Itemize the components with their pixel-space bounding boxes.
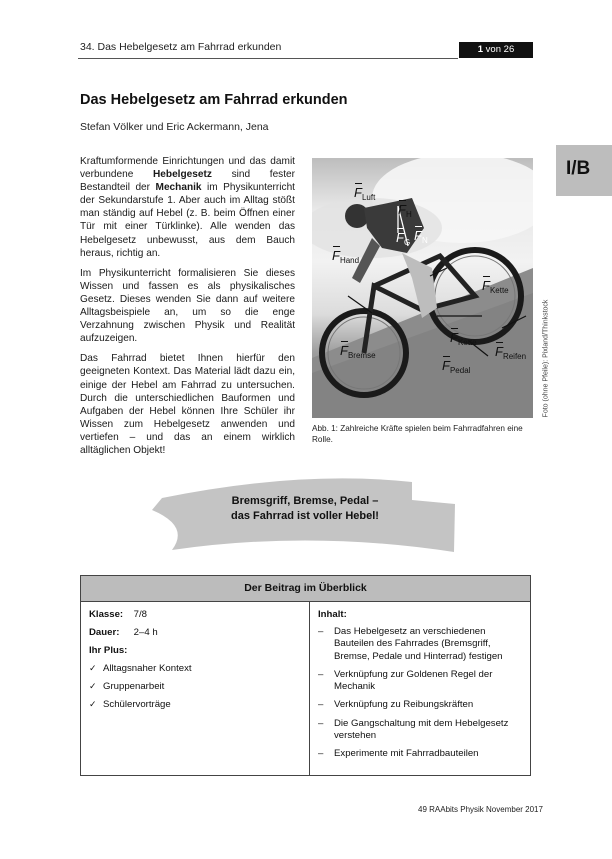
check-icon: ✓ (89, 681, 97, 691)
klasse-row: Klasse: 7/8 (89, 609, 148, 620)
page-title: Das Hebelgesetz am Fahrrad erkunden (80, 92, 348, 108)
force-label-g: $F_G$ (396, 230, 411, 247)
page-total: 26 (503, 44, 515, 55)
inhalt-item: – Verknüpfung zur Goldenen Regel der Mechanik (318, 668, 493, 693)
banner-text (150, 494, 460, 524)
force-label-luft: $F_{Luft}$ (354, 185, 376, 202)
inhalt-list (318, 626, 523, 761)
inhalt-item: – Das Hebelgesetz an verschiedenen Bauteilen des Fahrrades (Bremsgriff, Bremse, Pedale und Hinterrad) festigen (318, 626, 503, 662)
intro-paragraph-1: Kraftumformende Einrichtungen und das damit verbundene Hebelgesetz sind fester Bestandteil der Mechanik im Physikunterricht der Sekundarstufe 1. Aber auch im Alltag stößt man ständig auf Hebel (z. B. beim Öffnen einer Tür mit einer Türklinke). Alle wenden das Hebelgesetz unbewusst, aus dem Bauch heraus, richtig an. (80, 156, 296, 259)
dash-bullet-icon: – (318, 668, 324, 680)
overview-content (318, 609, 523, 767)
overview-meta (89, 609, 299, 717)
force-label-bremse: $F_{Bremse}$ (340, 343, 376, 360)
running-title: 34. Das Hebelgesetz am Fahrrad erkunden (80, 41, 282, 53)
overview-heading: Der Beitrag im Überblick (81, 576, 530, 602)
photo-credit: Foto (ohne Pfeile): Pixland/Thinkstock (542, 299, 550, 418)
section-tab (556, 145, 612, 196)
page-sep: von (483, 44, 504, 55)
inhalt-item: – Experimente mit Fahrradbauteilen (318, 748, 479, 760)
intro-text (80, 155, 295, 464)
page-footer: 49 RAAbits Physik November 2017 (418, 805, 543, 814)
force-label-hand: $F_{Hand}$ (332, 248, 360, 265)
figure-caption: Abb. 1: Zahlreiche Kräfte spielen beim Fahrradfahren eine Rolle. (312, 424, 523, 444)
dauer-row: Dauer: 2–4 h (89, 627, 158, 638)
force-label-pedal: $F_{Pedal}$ (442, 358, 471, 375)
bicycle-photo (312, 158, 533, 418)
force-label-reifen: $F_{Reifen}$ (495, 344, 527, 361)
banner-line-1: Bremsgriff, Bremse, Pedal – (231, 495, 379, 507)
check-icon: ✓ (89, 699, 97, 709)
plus-item: ✓ Alltagsnaher Kontext (89, 663, 192, 674)
dauer-value: 2–4 h (133, 627, 158, 638)
dash-bullet-icon: – (318, 626, 324, 637)
inhalt-item: – Verknüpfung zu Reibungskräften (318, 699, 474, 711)
banner-line-2: das Fahrrad ist voller Hebel! (231, 510, 379, 522)
check-icon: ✓ (89, 663, 97, 673)
header-rule (78, 58, 458, 59)
plus-item: ✓ Gruppenarbeit (89, 681, 165, 692)
dash-bullet-icon: – (318, 717, 324, 729)
page-indicator (459, 42, 533, 58)
dash-bullet-icon: – (318, 699, 324, 711)
force-label-h: $F_H$ (398, 202, 412, 219)
plus-label: Ihr Plus: (89, 645, 128, 656)
intro-paragraph-3: Das Fahrrad bietet Ihnen hierfür den geeigneten Kontext. Das Material lädt dazu ein, einige der Hebel am Fahrrad zu untersuchen. Durch die unterschiedlichen Bauformen und Aufgaben der Hebel können Ihre Schüler ihr Wissen zum Hebelgesetz anwenden und vertiefen – und das an einem wirklich alltäglichen Objekt! (80, 353, 295, 456)
dash-bullet-icon: – (318, 748, 324, 760)
authors: Stefan Völker und Eric Ackermann, Jena (80, 121, 269, 133)
intro-paragraph-2: Im Physikunterricht formalisieren Sie dieses Wissen und fassen es als physikalisches Gesetz. Dieses wenden Sie dann auf weitere Alltagsbeispiele an, um so die enge Verzahnung zwischen Physik und Realität aufzuzeigen. (80, 267, 295, 345)
overview-box (80, 575, 531, 776)
page-current: 1 (477, 44, 484, 55)
section-tab-label: I/B (566, 158, 591, 179)
overview-divider (309, 601, 310, 776)
force-label-kette-top: $F_{Kette}$ (482, 278, 509, 295)
force-label-n: $F_N$ (414, 228, 428, 245)
force-label-kette-bottom: $F_{Kette}$ (450, 330, 477, 347)
plus-item: ✓ Schülervorträge (89, 699, 171, 710)
klasse-value: 7/8 (133, 609, 148, 620)
inhalt-item: – Die Gangschaltung mit dem Hebelgesetz verstehen (318, 717, 509, 742)
inhalt-label: Inhalt: (318, 609, 347, 620)
